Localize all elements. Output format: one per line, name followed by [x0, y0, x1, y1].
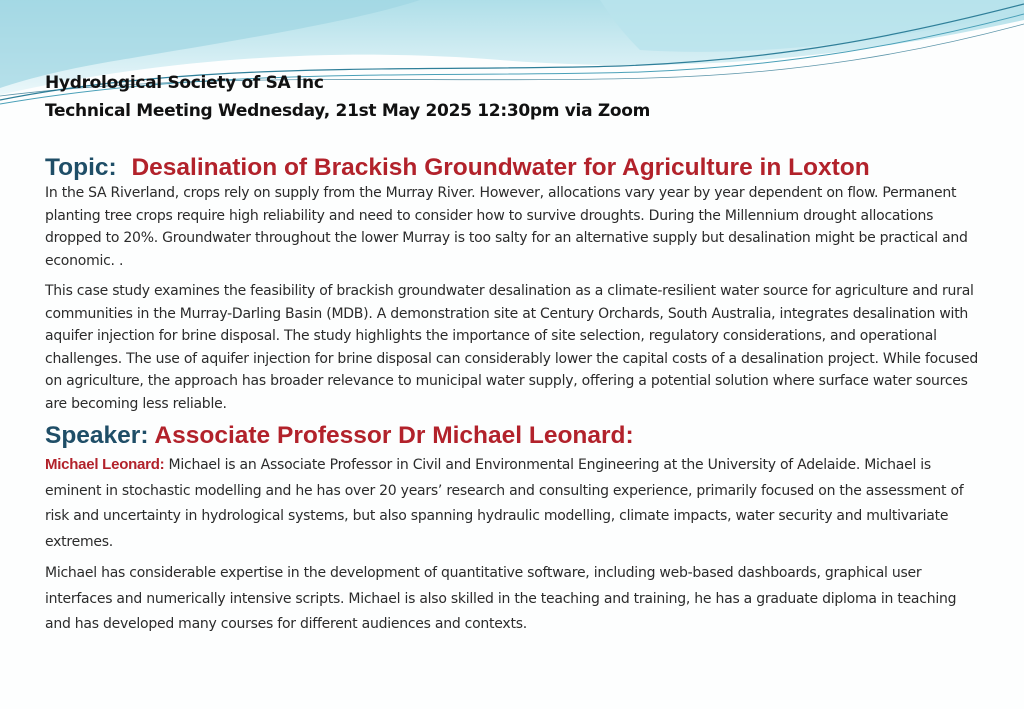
meeting-details: Technical Meeting Wednesday, 21st May 2025 12:30pm via Zoom	[45, 101, 651, 121]
speaker-bio-label: Michael Leonard:	[45, 456, 165, 473]
topic-paragraph-2: This case study examines the feasibility of brackish groundwater desalination as a climate-resilient water source for agriculture and rural communities in the Murray-Darling Basin (MDB). A demonstration site at Century Orchards, South Australia, integrates desalination with aquifer injection for brine disposal. The study highlights the importance of site selection, regulatory considerations, and operational challenges. The use of aquifer injection for brine disposal can considerably lower the capital costs of a desalination project. While focused on agriculture, the approach has broader relevance to municipal water supply, offering a potential solution where surface water sources are becoming less reliable.	[45, 283, 979, 412]
speaker-bio-text: Michael is an Associate Professor in Civil and Environmental Engineering at the University of Adelaide. Michael is eminent in stochastic modelling and he has over 20 years’ research and consulting experience, primarily focused on the assessment of risk and uncertainty in hydrological systems, but also spanning hydraulic modelling, climate impacts, water security and multivariate extremes.	[45, 457, 964, 550]
speaker-name: Associate Professor Dr Michael Leonard:	[154, 422, 634, 449]
topic-heading	[45, 154, 870, 182]
organization-name: Hydrological Society of SA Inc	[45, 73, 324, 93]
speaker-bio-paragraph-2: Michael has considerable expertise in the development of quantitative software, including web-based dashboards, graphical user interfaces and numerically intensive scripts. Michael is also skilled in the teaching and training, he has a graduate diploma in teaching and has developed many courses for different audiences and contexts.	[45, 565, 957, 632]
topic-title: Desalination of Brackish Groundwater for Agriculture in Loxton	[131, 154, 870, 181]
speaker-bio-paragraph-1	[45, 452, 980, 555]
topic-paragraph-1: In the SA Riverland, crops rely on supply from the Murray River. However, allocations vary year by year dependent on flow. Permanent planting tree crops require high reliability and need to consider how to survive droughts. During the Millennium drought allocations dropped to 20%. Groundwater throughout the lower Murray is too salty for an alternative supply but desalination might be practical and economic. .	[45, 185, 968, 269]
speaker-heading	[45, 422, 634, 450]
speaker-label: Speaker:	[45, 422, 149, 449]
topic-label: Topic:	[45, 154, 117, 181]
